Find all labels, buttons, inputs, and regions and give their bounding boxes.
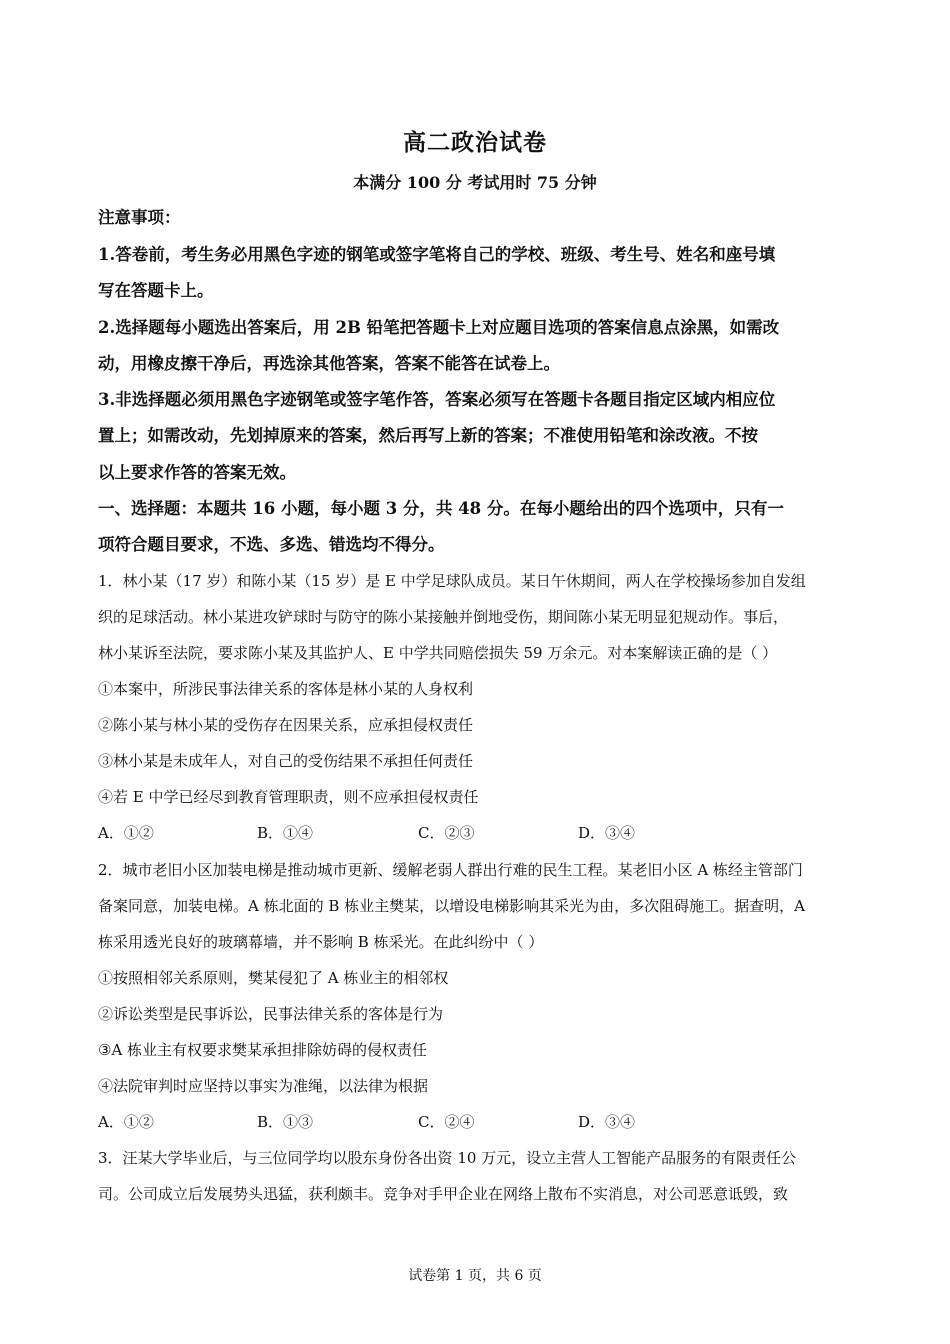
page-number: 试卷第 1 页，共 6 页 (408, 1268, 542, 1284)
question-1-option-d: D．③④ (578, 824, 636, 842)
question-2-option-c: C．②④ (418, 1113, 475, 1131)
notes-line: 置上；如需改动，先划掉原来的答案，然后再写上新的答案；不准使用铅笔和涂改液。不按 (98, 426, 758, 445)
question-2-stem: 栋采用透光良好的玻璃幕墙，并不影响 B 栋采光。在此纠纷中（ ） (98, 933, 544, 951)
question-1-option-a: A．①② (98, 824, 154, 842)
question-3-stem: 3．汪某大学毕业后，与三位同学均以股东身份各出资 10 万元，设立主营人工智能产品服务的有限责任公 (98, 1149, 797, 1167)
section-heading: 项符合题目要求，不选、多选、错选均不得分。 (98, 535, 445, 554)
section-heading: 一、选择题：本题共 16 小题，每小题 3 分，共 48 分。在每小题给出的四个选项中，只有一 (98, 499, 784, 518)
question-1-stem: 1．林小某（17 岁）和陈小某（15 岁）是 E 中学足球队成员。某日午休期间，两人在学校操场参加自发组 (98, 572, 806, 590)
question-2-option-a: A．①② (98, 1113, 154, 1131)
notes-line: 动，用橡皮擦干净后，再选涂其他答案，答案不能答在试卷上。 (98, 354, 560, 373)
notes-line: 2.选择题每小题选出答案后，用 2B 铅笔把答题卡上对应题目选项的答案信息点涂黑，如需改 (98, 318, 780, 337)
page-title: 高二政治试卷 (403, 129, 547, 156)
question-2-option-b: B．①③ (257, 1113, 314, 1131)
question-1-stem: 织的足球活动。林小某进攻铲球时与防守的陈小某接触并倒地受伤，期间陈小某无明显犯规动作。事后， (98, 608, 789, 626)
question-1-item: ③林小某是未成年人，对自己的受伤结果不承担任何责任 (98, 752, 474, 770)
question-2-item: ②诉讼类型是民事诉讼，民事法律关系的客体是行为 (98, 1005, 444, 1023)
question-1-stem: 林小某诉至法院，要求陈小某及其监护人、E 中学共同赔偿损失 59 万余元。对本案解读正确的是（ ） (98, 644, 778, 662)
question-1-option-c: C．②③ (418, 824, 475, 842)
question-2-stem: 备案同意，加装电梯。A 栋北面的 B 栋业主樊某，以增设电梯影响其采光为由，多次阻碍施工。据查明，A (98, 897, 805, 915)
notes-heading: 注意事项： (98, 208, 181, 227)
question-1-item: ①本案中，所涉民事法律关系的客体是林小某的人身权利 (98, 680, 474, 698)
question-2-option-d: D．③④ (578, 1113, 636, 1131)
question-2-item: ①按照相邻关系原则，樊某侵犯了 A 栋业主的相邻权 (98, 969, 449, 987)
question-2-item: ③A 栋业主有权要求樊某承担排除妨碍的侵权责任 (98, 1041, 428, 1059)
notes-line: 写在答题卡上。 (98, 281, 214, 300)
notes-line: 以上要求作答的答案无效。 (98, 463, 296, 482)
question-1-option-b: B．①④ (257, 824, 314, 842)
notes-line: 3.非选择题必须用黑色字迹钢笔或签字笔作答，答案必须写在答题卡各题目指定区域内相应位 (98, 390, 776, 409)
question-1-item: ②陈小某与林小某的受伤存在因果关系，应承担侵权责任 (98, 716, 474, 734)
question-2-stem: 2．城市老旧小区加装电梯是推动城市更新、缓解老弱人群出行难的民生工程。某老旧小区 A 栋经主管部门 (98, 861, 803, 879)
question-2-item: ④法院审判时应坚持以事实为准绳，以法律为根据 (98, 1077, 429, 1095)
question-1-item: ④若 E 中学已经尽到教育管理职责，则不应承担侵权责任 (98, 788, 479, 806)
exam-info: 本满分 100 分 考试用时 75 分钟 (353, 173, 597, 192)
question-3-stem: 司。公司成立后发展势头迅猛，获利颇丰。竞争对手甲企业在网络上散布不实消息，对公司恶意诋毁，致 (98, 1185, 789, 1203)
notes-line: 1.答卷前，考生务必用黑色字迹的钢笔或签字笔将自己的学校、班级、考生号、姓名和座号填 (98, 245, 776, 264)
